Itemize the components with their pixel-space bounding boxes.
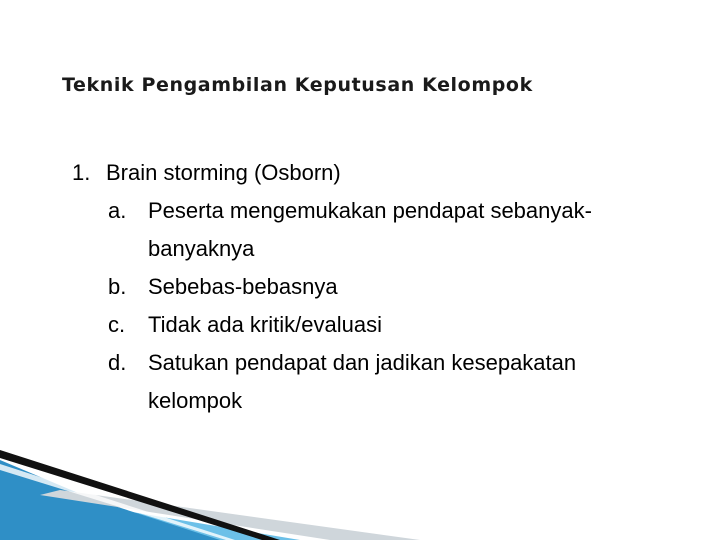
sub-item-c [108,306,618,344]
sub-list [108,192,618,420]
sub-letter: a. [108,198,127,223]
slide-content [72,154,618,420]
sub-item-d [108,344,618,420]
decorative-swoosh [0,440,420,540]
sub-text: Peserta mengemukakan pendapat sebanyak-banyaknya [148,198,592,261]
sub-text: Satukan pendapat dan jadikan kesepakatan kelompok [148,350,577,413]
sub-letter: b. [108,274,127,299]
slide-title: Teknik Pengambilan Keputusan Kelompok [62,74,533,96]
sub-letter: c. [108,312,126,337]
sub-item-a [108,192,618,268]
list-text: Brain storming (Osborn) [106,160,341,185]
list-number: 1. [72,160,91,185]
sub-letter: d. [108,350,127,375]
sub-text: Tidak ada kritik/evaluasi [148,312,382,337]
sub-text: Sebebas-bebasnya [148,274,338,299]
sub-item-b [108,268,618,306]
list-item-1 [72,154,618,192]
